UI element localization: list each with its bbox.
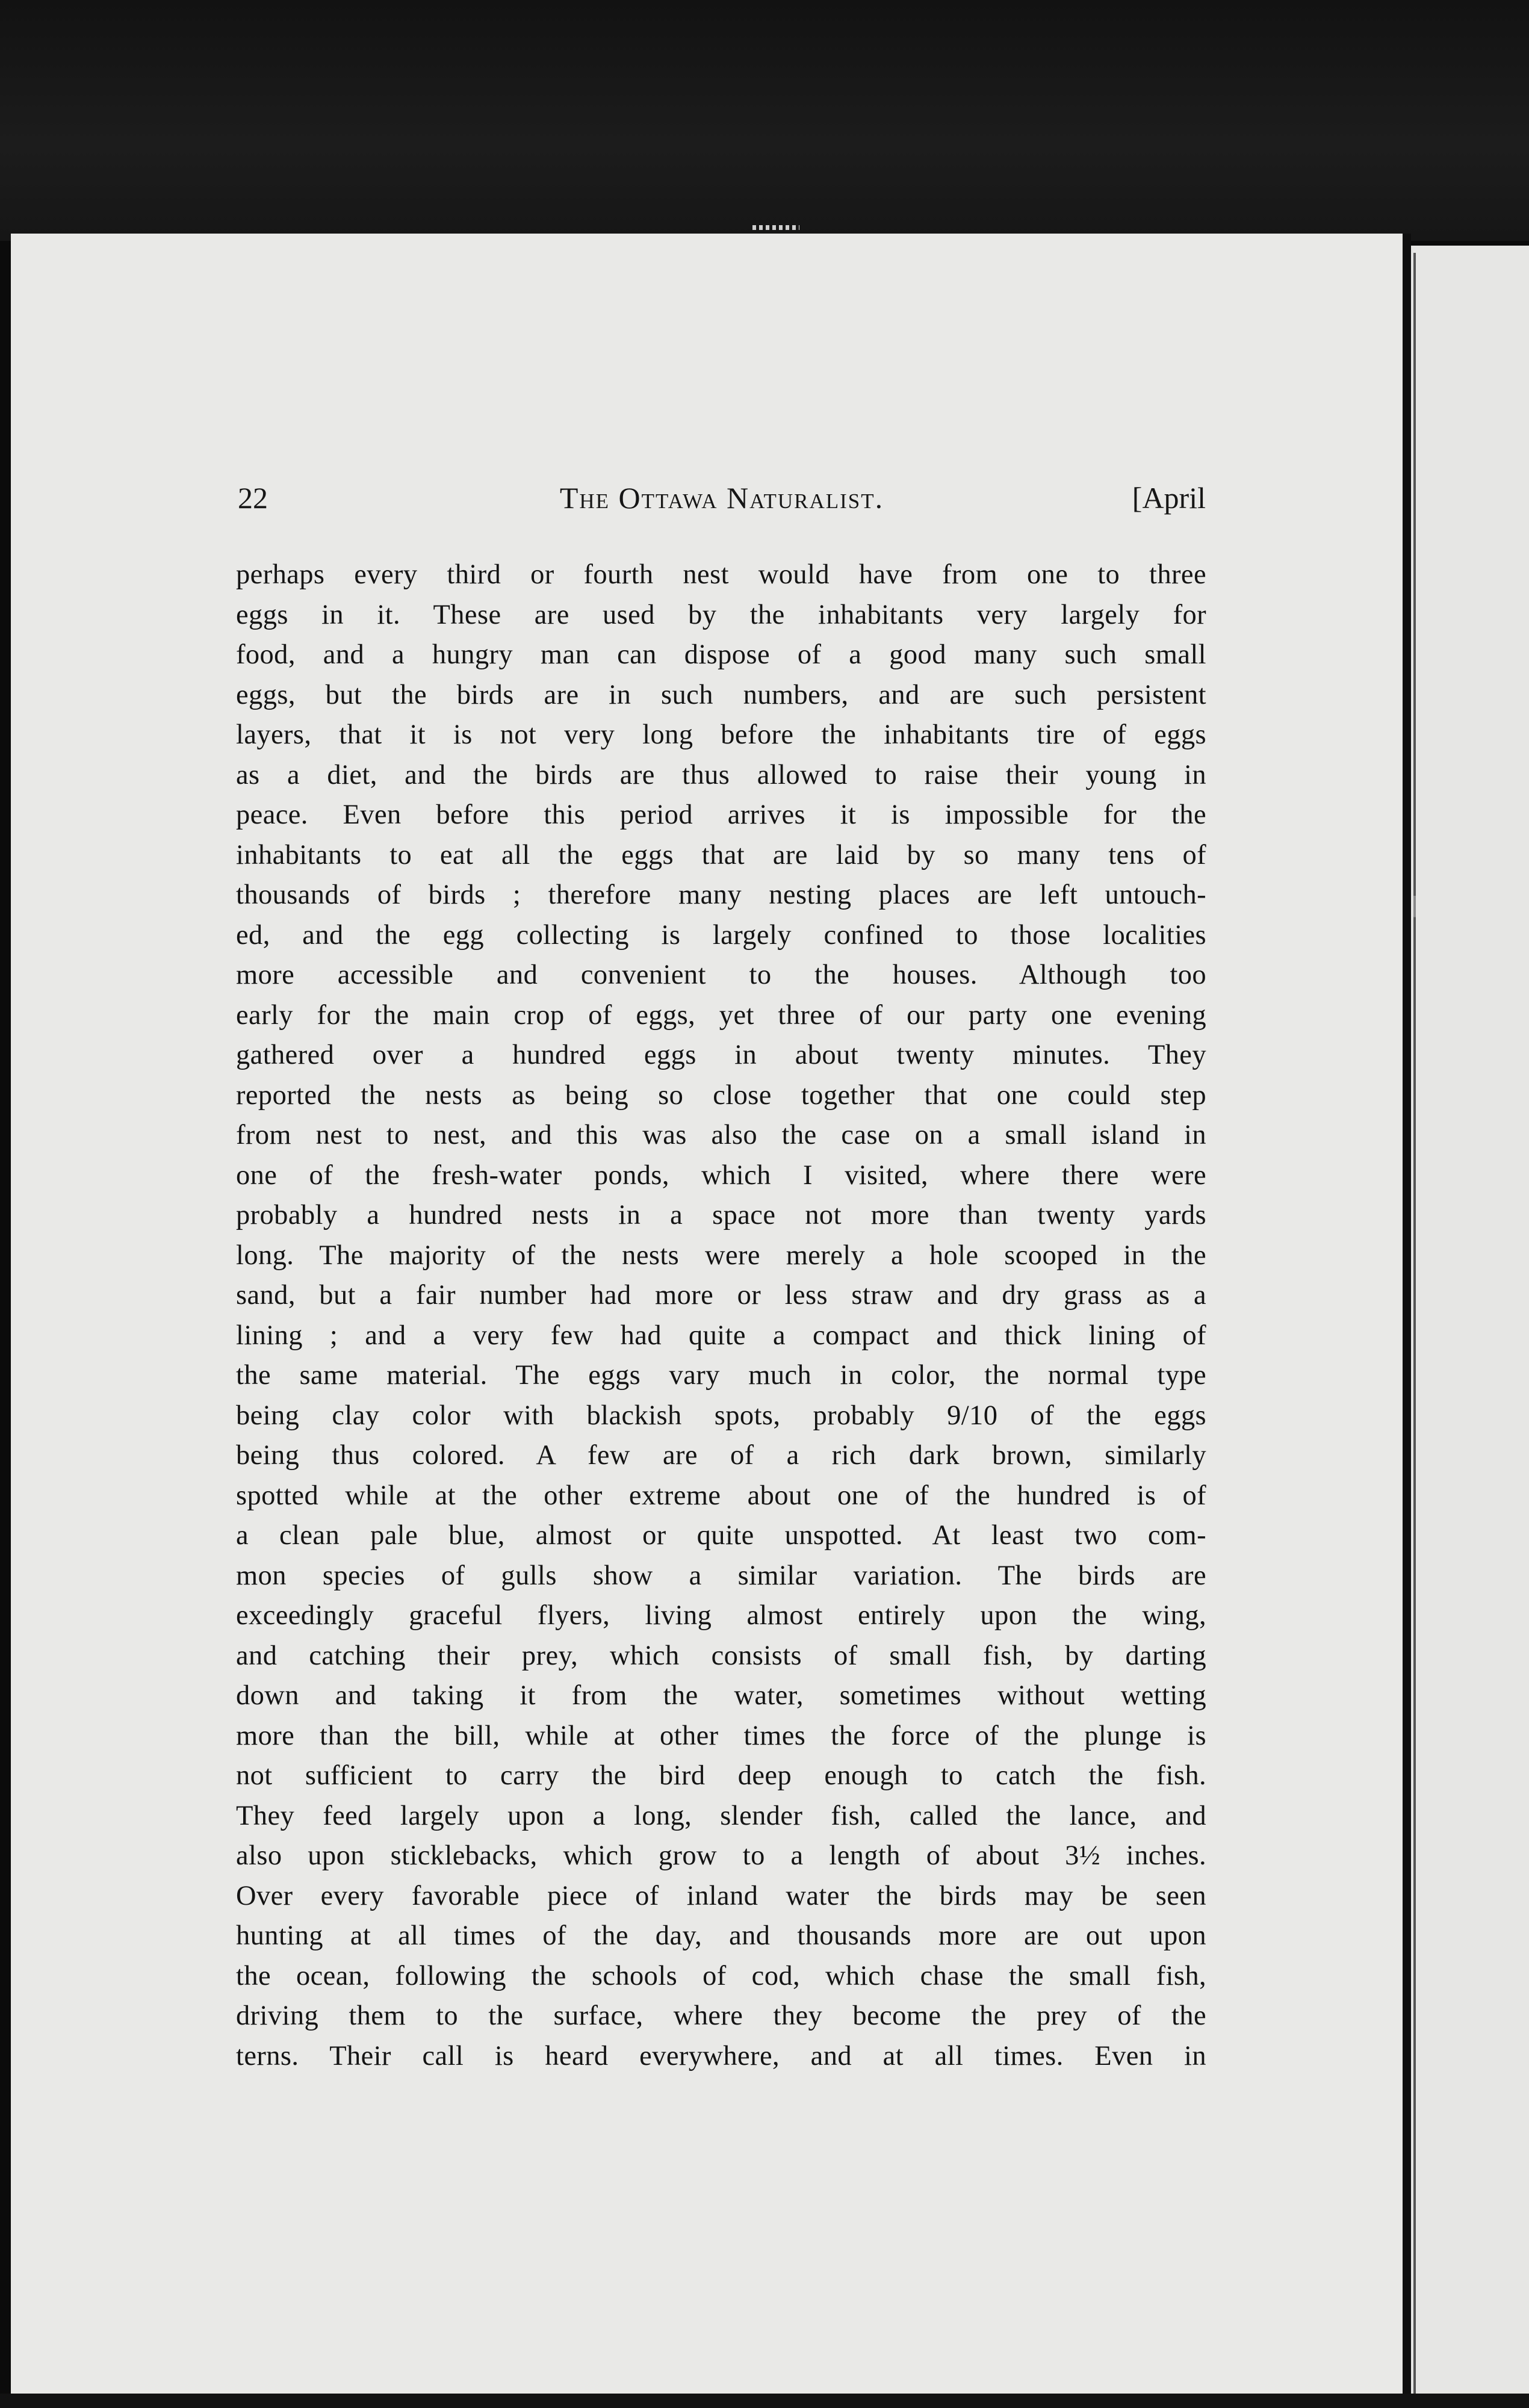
text-line: more accessible and convenient to the houses. Although too	[236, 960, 1206, 990]
text-line: reported the nests as being so close together that one could step	[236, 1079, 1206, 1111]
text-line: being thus colored. A few are of a rich dark brown, similarly	[236, 1440, 1206, 1471]
text-line: spotted while at the other extreme about one of the hundred is of	[236, 1480, 1206, 1511]
text-line: exceedingly graceful flyers, living almost entirely upon the wing,	[236, 1600, 1206, 1631]
text-line: from nest to nest, and this was also the case on a small island in	[236, 1120, 1206, 1150]
text-line: ed, and the egg collecting is largely confined to those localities	[236, 919, 1206, 951]
text-line: probably a hundred nests in a space not more than twenty yards	[236, 1200, 1206, 1230]
text-line: They feed largely upon a long, slender fish, called the lance, and	[236, 1800, 1206, 1831]
section-label: [April	[1132, 481, 1206, 515]
text-line: also upon sticklebacks, which grow to a length of about 3½ inches.	[236, 1840, 1206, 1871]
text-line: and catching their prey, which consists of small fish, by darting	[236, 1640, 1206, 1671]
text-line: inhabitants to eat all the eggs that are laid by so many tens of	[236, 839, 1206, 870]
adjacent-page-line	[1413, 253, 1416, 2396]
running-title: The Ottawa Naturalist.	[559, 481, 884, 515]
text-line: hunting at all times of the day, and thousands more are out upon	[236, 1920, 1206, 1951]
adjacent-page-edge	[1411, 246, 1529, 2408]
text-line: being clay color with blackish spots, probably 9/10 of the eggs	[236, 1400, 1206, 1431]
scan-mark	[752, 225, 799, 230]
running-header	[238, 480, 1206, 529]
scan-top-margin	[0, 0, 1529, 241]
body-text	[236, 555, 1206, 2076]
text-line: driving them to the surface, where they become the prey of the	[236, 2000, 1206, 2031]
text-line: early for the main crop of eggs, yet three of our party one evening	[236, 999, 1206, 1031]
text-line: the same material. The eggs vary much in color, the normal type	[236, 1360, 1206, 1391]
page-gutter-shadow	[1403, 234, 1411, 2394]
text-line: thousands of birds ; therefore many nesting places are left untouch-	[236, 880, 1206, 910]
text-line: as a diet, and the birds are thus allowed to raise their young in	[236, 759, 1206, 790]
scan-bottom-margin	[0, 2394, 1529, 2408]
text-line: one of the fresh-water ponds, which I visited, where there were	[236, 1159, 1206, 1191]
page-number: 22	[238, 481, 268, 515]
text-line: down and taking it from the water, sometimes without wetting	[236, 1680, 1206, 1711]
text-line: eggs, but the birds are in such numbers, and are such persistent	[236, 679, 1206, 710]
text-line: terns. Their call is heard everywhere, and at all times. Even in	[236, 2040, 1206, 2071]
text-line: peace. Even before this period arrives it is impossible for the	[236, 799, 1206, 830]
text-line: Over every favorable piece of inland water the birds may be seen	[236, 1880, 1206, 1911]
text-line: long. The majority of the nests were merely a hole scooped in the	[236, 1240, 1206, 1271]
text-line: sand, but a fair number had more or less straw and dry grass as a	[236, 1280, 1206, 1311]
text-line: perhaps every third or fourth nest would have from one to three	[236, 559, 1206, 590]
text-line: more than the bill, while at other times the force of the plunge is	[236, 1720, 1206, 1751]
text-line: lining ; and a very few had quite a compact and thick lining of	[236, 1320, 1206, 1351]
text-line: food, and a hungry man can dispose of a good many such small	[236, 639, 1206, 670]
text-line: eggs in it. These are used by the inhabitants very largely for	[236, 599, 1206, 630]
text-line: layers, that it is not very long before the inhabitants tire of eggs	[236, 719, 1206, 750]
text-line: the ocean, following the schools of cod, which chase the small fish,	[236, 1960, 1206, 1991]
text-line: not sufficient to carry the bird deep enough to catch the fish.	[236, 1760, 1206, 1791]
text-line: a clean pale blue, almost or quite unspotted. At least two com-	[236, 1520, 1206, 1551]
text-line: mon species of gulls show a similar variation. The birds are	[236, 1560, 1206, 1591]
text-line: gathered over a hundred eggs in about twenty minutes. They	[236, 1040, 1206, 1070]
